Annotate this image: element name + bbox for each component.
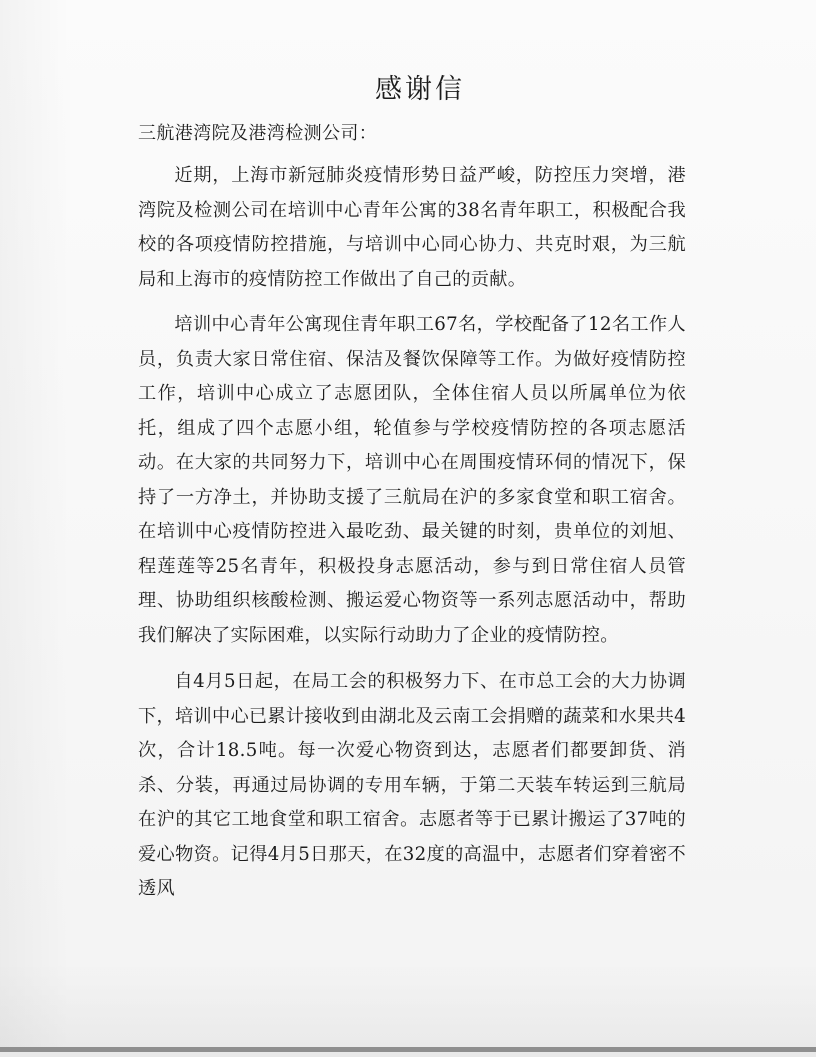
- bottom-edge-bar: [0, 1047, 816, 1052]
- letter-salutation: 三航港湾院及港湾检测公司：: [138, 123, 378, 144]
- letter-paragraph-3: 自4月5日起，在局工会的积极努力下、在市总工会的大力协调下，培训中心已累计接收到由湖北及云南工会捐赠的蔬菜和水果共4次，合计18.5吨。每一次爱心物资到达，志愿者们都要卸货、消杀、分装，再通过局协调的专用车辆，于第二天装车转运到三航局在沪的其它工地食堂和职工宿舍。志愿者等于已累计搬运了37吨的爱心物资。记得4月5日那天，在32度的高温中，志愿者们穿着密不透风: [138, 671, 687, 899]
- letter-paragraph-1: 近期，上海市新冠肺炎疫情形势日益严峻，防控压力突增，港湾院及检测公司在培训中心青年公寓的38名青年职工，积极配合我校的各项疫情防控措施，与培训中心同心协力、共克时艰，为三航局和上海市的疫情防控工作做出了自己的贡献。: [138, 165, 686, 290]
- letter-body: [138, 70, 686, 907]
- letter-paragraph-2: 培训中心青年公寓现住青年职工67名，学校配备了12名工作人员，负责大家日常住宿、保洁及餐饮保障等工作。为做好疫情防控工作，培训中心成立了志愿团队，全体住宿人员以所属单位为依托，组成了四个志愿小组，轮值参与学校疫情防控的各项志愿活动。在大家的共同努力下，培训中心在周围疫情环伺的情况下，保持了一方净土，并协助支援了三航局在沪的多家食堂和职工宿舍。在培训中心疫情防控进入最吃劲、最关键的时刻，贵单位的刘旭、程莲莲等25名青年，积极投身志愿活动，参与到日常住宿人员管理、协助组织核酸检测、搬运爱心物资等一系列志愿活动中，帮助我们解决了实际困难，以实际行动助力了企业的疫情防控。: [138, 314, 686, 646]
- scan-shadow-left: [0, 0, 70, 1052]
- scan-shadow-bottom: [0, 962, 816, 1052]
- letter-title: 感谢信: [375, 74, 465, 105]
